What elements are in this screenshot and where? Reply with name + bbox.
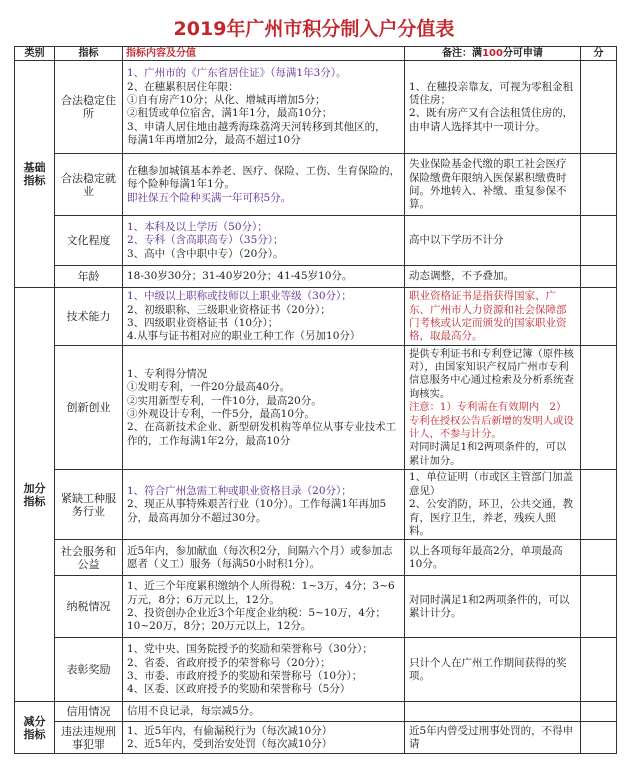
remark-cell bbox=[405, 702, 581, 722]
score-cell bbox=[581, 266, 617, 288]
table-row bbox=[15, 154, 617, 216]
table-row bbox=[15, 266, 617, 288]
content-line: 每满1年再增加2分，最高不超过10分 bbox=[127, 134, 301, 147]
remark-line: 近5年内曾受过刑事处罚的，不得申请 bbox=[409, 724, 574, 750]
indicator-cell: 年龄 bbox=[55, 266, 123, 288]
remark-cell bbox=[405, 266, 581, 288]
table-row bbox=[15, 288, 617, 346]
table-row bbox=[15, 61, 617, 154]
indicator-cell: 社会服务和公益 bbox=[55, 540, 123, 576]
content-line: ①发明专利，一件20分最高40分。 bbox=[127, 381, 291, 394]
score-cell bbox=[581, 288, 617, 346]
content-line: 2、初级职称、三级职业资格证书（20分）； bbox=[127, 303, 331, 316]
table-header-row bbox=[15, 47, 617, 61]
table-row bbox=[15, 470, 617, 540]
content-cell bbox=[123, 288, 405, 346]
score-cell bbox=[581, 216, 617, 266]
table-row bbox=[15, 638, 617, 702]
content-line: 3、四级职业资格证书（10分）； bbox=[127, 316, 279, 329]
content-line: ②租赁或单位宿舍，满1年1分，最高10分； bbox=[127, 107, 333, 120]
remark-line: 提供专利证书和专利登记簿（原件核对），由国家知识产权局广州市专利信息服务中心通过检索及分析系统查询核实。 bbox=[409, 347, 574, 400]
remark-line: 失业保险基金代缴的职工社会医疗保险缴费年限纳入医保累积缴费时间。外地转入、补缴、重复参保不算。 bbox=[409, 158, 567, 211]
content-line: 1、中级以上职称或技师以上职业等级（30分）； bbox=[127, 290, 352, 303]
content-line: ①自有房产10分；从化、增城再增加5分； bbox=[127, 94, 326, 106]
content-line: 在穗参加城镇基本养老、医疗、保险、工伤、生育保险的，每个险种每满1年1分。 bbox=[127, 164, 400, 191]
indicator-cell: 合法稳定就业 bbox=[55, 154, 123, 216]
score-table bbox=[14, 46, 617, 754]
content-line: 2、省委、省政府授予的荣誉称号（20分）； bbox=[127, 656, 331, 669]
content-cell bbox=[123, 722, 405, 754]
score-cell bbox=[581, 470, 617, 540]
remark-cell bbox=[405, 216, 581, 266]
table-row bbox=[15, 346, 617, 470]
remark-line: 动态调整，不予叠加。 bbox=[409, 270, 514, 283]
category-bonus: 加分指标 bbox=[15, 288, 55, 702]
content-line: 信用不良记录，每宗减5分。 bbox=[127, 705, 260, 718]
content-line: 1、专利得分情况 bbox=[127, 367, 208, 380]
indicator-cell: 纳税情况 bbox=[55, 576, 123, 638]
content-line: 1、本科及以上学历（50分）； bbox=[127, 220, 268, 233]
content-line: 1、近三个年度累积缴纳个人所得税：1~3万，4分；3~6万元，8分；6万元以上，12分。 bbox=[127, 580, 395, 606]
content-cell bbox=[123, 576, 405, 638]
remark-cell bbox=[405, 540, 581, 576]
category-basic: 基础指标 bbox=[15, 61, 55, 288]
remark-cell bbox=[405, 470, 581, 540]
remark-line: 对同时满足1和2两项条件的，可以累计加分。 bbox=[409, 441, 567, 467]
content-line: 2、现正从事特殊艰苦行业（10分）。工作每满1年再加5分，最高再加分不超过30分。 bbox=[127, 498, 387, 524]
content-cell bbox=[123, 540, 405, 576]
remark-line: 职业资格证书是指获得国家、广东、广州市人力资源和社会保障部门考核或认定而颁发的国家职业资格，取最高分。 bbox=[409, 290, 567, 343]
header-score: 分 bbox=[581, 47, 617, 61]
table-row bbox=[15, 576, 617, 638]
table-row bbox=[15, 216, 617, 266]
content-line: 1、党中央、国务院授予的奖励和荣誉称号（30分）； bbox=[127, 643, 373, 656]
score-cell bbox=[581, 154, 617, 216]
score-cell bbox=[581, 702, 617, 722]
indicator-cell: 紧缺工种服务行业 bbox=[55, 470, 123, 540]
score-cell bbox=[581, 346, 617, 470]
content-cell bbox=[123, 638, 405, 702]
table-row bbox=[15, 540, 617, 576]
indicator-cell: 技术能力 bbox=[55, 288, 123, 346]
content-line: 3、市委、市政府授予的奖励和荣誉称号（10分）； bbox=[127, 669, 363, 682]
remark-cell bbox=[405, 722, 581, 754]
content-line: 4.从事与证书相对应的职业工种工作（另加10分） bbox=[127, 330, 361, 343]
content-line: 2、投资创办企业近3个年度企业纳税：5~10万，4分；10~20万，8分；20万元以上，12分。 bbox=[127, 606, 386, 633]
header-remark: 备注：满100分可申请 bbox=[405, 47, 581, 61]
header-category: 类别 bbox=[15, 47, 55, 61]
category-deduct: 减分指标 bbox=[15, 702, 55, 754]
content-line: 2、近5年内，受到治安处罚（每次减10分） bbox=[127, 737, 333, 750]
remark-line: 对同时满足1和2两项条件的，可以累计计分。 bbox=[409, 593, 570, 619]
content-cell bbox=[123, 346, 405, 470]
content-line: ②实用新型专利，一件10分，最高20分。 bbox=[127, 394, 322, 407]
remark-line: 2、公安消防，环卫，公共交通，教育，医疗卫生，养老，残疾人照料。 bbox=[409, 498, 574, 538]
content-line: 4、区委、区政府授予的奖励和荣誉称号（5分） bbox=[127, 683, 351, 696]
content-line: 3、高中（含中职中专）（20分）。 bbox=[127, 247, 284, 260]
header-indicator: 指标 bbox=[55, 47, 123, 61]
content-line: 18-30岁30分；31-40岁20分；41-45岁10分。 bbox=[127, 270, 353, 283]
score-cell bbox=[581, 576, 617, 638]
content-line: 2、在高新技术企业、新型研发机构等单位从事专业技术工作的，工作每满1年2分，最高10分 bbox=[127, 421, 397, 447]
content-line: 近5年内，参加献血（每次积2分，间隔六个月）或参加志愿者（义工）服务（每满50小时积1分）。 bbox=[127, 544, 393, 570]
content-cell bbox=[123, 216, 405, 266]
table-row bbox=[15, 722, 617, 754]
content-line: 2、在穗累积居住年限： bbox=[127, 80, 239, 93]
content-line: 1、广州市的《广东省居住证》（每满1年3分）。 bbox=[127, 67, 347, 80]
score-cell bbox=[581, 638, 617, 702]
remark-cell bbox=[405, 288, 581, 346]
content-line: 即社保五个险种买满一年可积5分。 bbox=[127, 191, 292, 204]
indicator-cell: 表彰奖励 bbox=[55, 638, 123, 702]
score-cell bbox=[581, 540, 617, 576]
remark-cell bbox=[405, 576, 581, 638]
remark-cell bbox=[405, 346, 581, 470]
indicator-cell: 合法稳定住所 bbox=[55, 61, 123, 154]
remark-line: 以上各项每年最高2分，单项最高10分。 bbox=[409, 544, 563, 570]
content-line: 1、近5年内，有偷漏税行为（每次减10分） bbox=[127, 724, 333, 737]
indicator-cell: 违法违规刑事犯罪 bbox=[55, 722, 123, 754]
remark-line: 只计个人在广州工作期间获得的奖项。 bbox=[409, 656, 567, 682]
remark-cell bbox=[405, 61, 581, 154]
content-line: 3、申请人居住地由越秀海珠荔湾天河转移到其他区的， bbox=[127, 120, 386, 133]
table-row bbox=[15, 702, 617, 722]
content-line: 1、符合广州急需工种或职业资格目录（20分）； bbox=[127, 484, 352, 497]
content-cell bbox=[123, 470, 405, 540]
content-line: 2、专科（含高职高专）（35分）； bbox=[127, 234, 284, 247]
remark-line: 1、在穗投亲靠友，可视为零租金租赁住房； bbox=[409, 80, 574, 106]
content-cell bbox=[123, 154, 405, 216]
remark-cell bbox=[405, 154, 581, 216]
remark-line: 1、单位证明（市或区主管部门加盖意见） bbox=[409, 471, 574, 497]
content-cell bbox=[123, 266, 405, 288]
page-title: 2019年广州市积分制入户分值表 bbox=[173, 18, 455, 40]
remark-line: 高中以下学历不计分 bbox=[409, 234, 504, 247]
indicator-cell: 文化程度 bbox=[55, 216, 123, 266]
score-cell bbox=[581, 722, 617, 754]
content-cell bbox=[123, 702, 405, 722]
indicator-cell: 信用情况 bbox=[55, 702, 123, 722]
remark-cell bbox=[405, 638, 581, 702]
content-line: ③外观设计专利，一件5分，最高10分。 bbox=[127, 407, 316, 420]
score-cell bbox=[581, 61, 617, 154]
remark-line: 2、既有房产又有合法租赁住房的，由申请人选择其中一项计分。 bbox=[409, 107, 574, 133]
content-cell bbox=[123, 61, 405, 154]
remark-line: 注意：1）专利需在有效期内 2）专利在授权公告后新增的发明人或设计人，不参与计分。 bbox=[409, 401, 574, 441]
header-content: 指标内容及分值 bbox=[123, 47, 405, 61]
indicator-cell: 创新创业 bbox=[55, 346, 123, 470]
